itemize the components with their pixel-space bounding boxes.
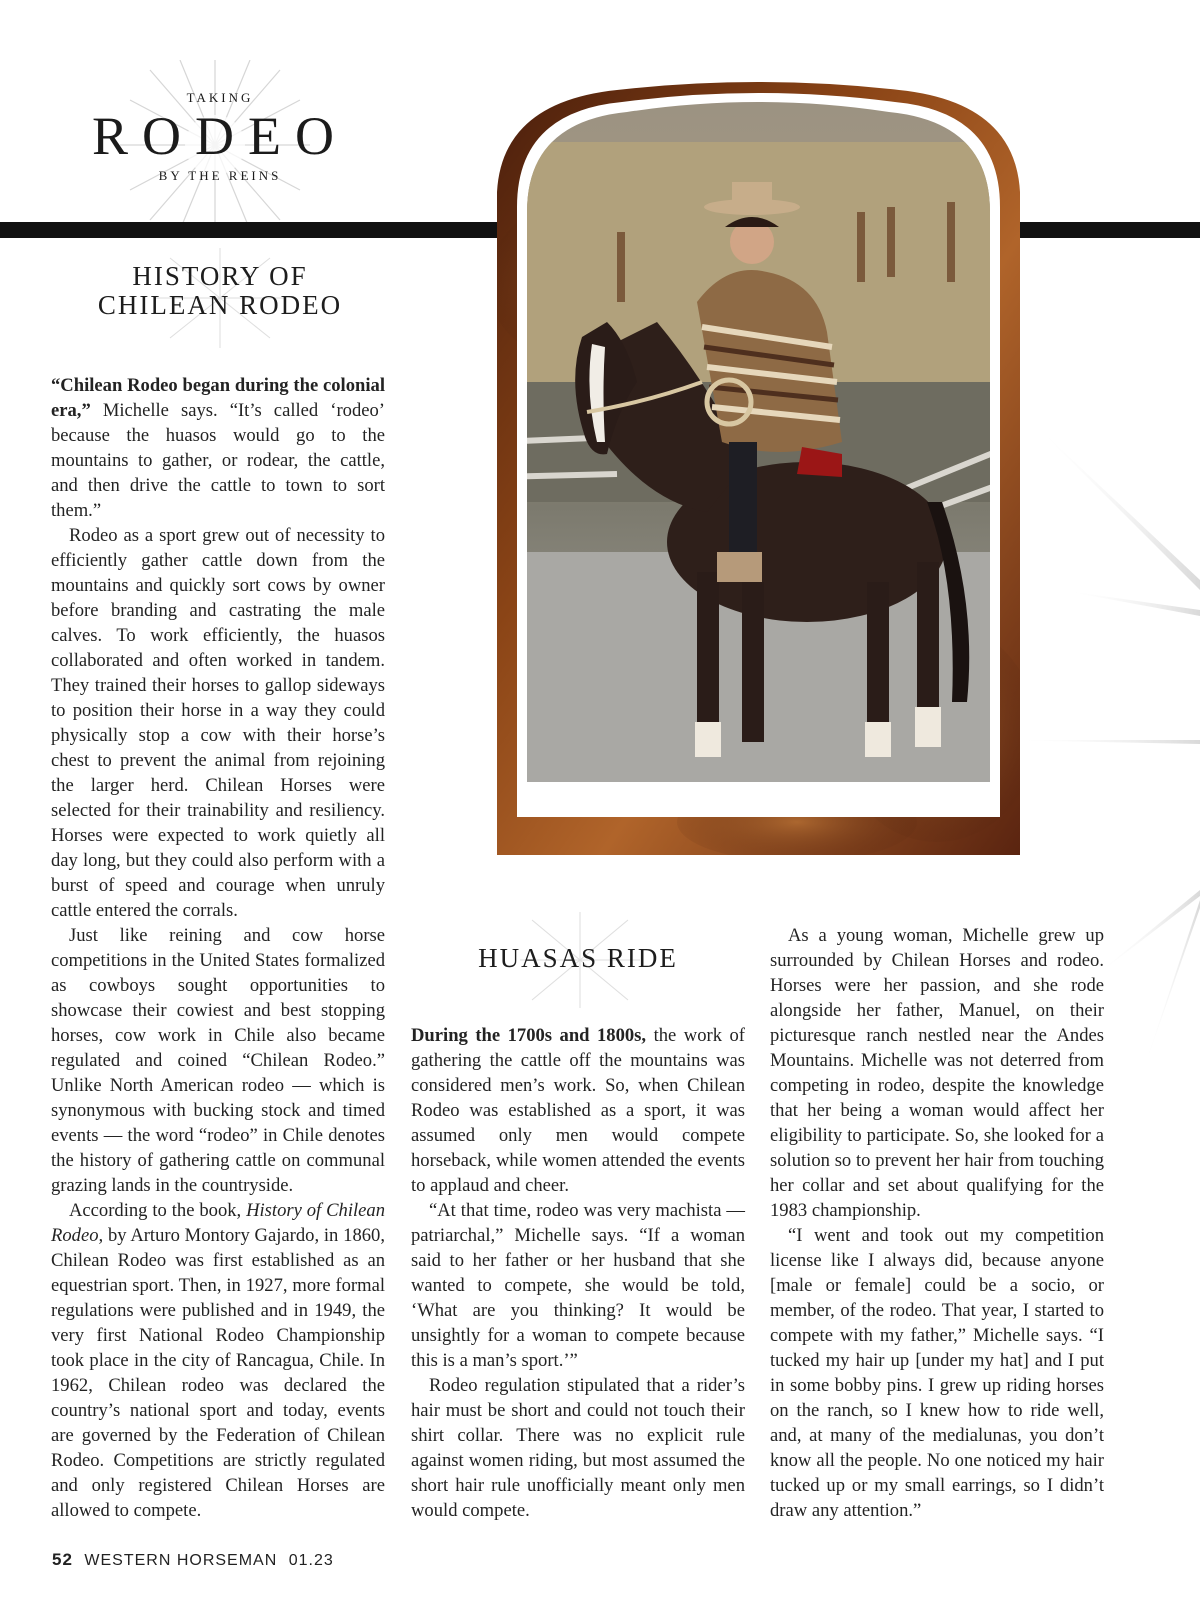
column1-p4-pre: According to the book,: [69, 1200, 247, 1221]
column1-p1-text: Michelle says. “It’s called ‘rodeo’ because the huasos would go to the mountains to gather, or rodear, the cattle, and then drive the cattle to town to sort them.”: [51, 400, 385, 521]
logo-kicker-bottom: BY THE REINS: [158, 168, 282, 183]
issue-date: 01.23: [288, 1552, 334, 1569]
huasas-heading: HUASAS RIDE: [478, 943, 678, 973]
rider-photo: [497, 82, 1020, 855]
column1-paragraph-1: [51, 373, 385, 523]
column2-paragraph-2: “At that time, rodeo was very machista — patriarchal,” Michelle says. “If a woman said to her father or her husband that she wanted to compete, she would be told, ‘What are you thinking? It would be unsightly for a woman to compete because this is a man’s sport.’”: [411, 1200, 745, 1371]
column2-paragraph-1: [411, 1023, 745, 1198]
column2-paragraph-3: Rodeo regulation stipulated that a rider’s hair must be short and could not touch their shirt collar. There was no explicit rule against women riding, but most assumed the short hair rule unofficially meant only men would compete.: [411, 1375, 745, 1521]
column2-lead: During the 1700s and 1800s,: [411, 1025, 647, 1046]
column1-lead: “Chilean Rodeo began during the colonial era,”: [51, 375, 385, 421]
book-title: History of Chilean Rodeo,: [51, 1200, 385, 1246]
history-heading: [50, 262, 390, 320]
page-number: 52: [52, 1550, 73, 1569]
column3-paragraph-1: As a young woman, Michelle grew up surrounded by Chilean Horses and rodeo. Horses were her passion, and she rode alongside her father, Manuel, on their picturesque ranch nestled near the Andes Mountains. Michelle was not deterred from competing in rodeo, despite the knowledge that her being a woman would affect her eligibility to participate. So, she looked for a solution so to prevent her hair from touching her collar and set about qualifying for the 1983 championship.: [770, 925, 1104, 1221]
article-column-3: [770, 923, 1104, 1523]
column2-p1-text: the work of gathering the cattle off the mountains was considered men’s work. So, when Chilean Rodeo was established as a sport, it was assumed only men would compete horseback, while women attended the events to applaud and cheer.: [411, 1025, 745, 1196]
column1-paragraph-3: Just like reining and cow horse competitions in the United States formalized as cowboys sought opportunities to showcase their cowiest and best stopping horses, cow work in Chile also became regulated and coined “Chilean Rodeo.” Unlike North American rodeo — which is synonymous with bucking stock and timed events — the word “rodeo” in Chile denotes the history of gathering cattle on communal grazing lands in the countryside.: [51, 925, 385, 1196]
header-logo: [60, 60, 380, 230]
logo-title: RODEO: [92, 106, 348, 166]
column1-paragraph-4: [51, 1198, 385, 1523]
publication-name: WESTERN HORSEMAN: [84, 1552, 278, 1569]
column1-paragraph-2: Rodeo as a sport grew out of necessity to efficiently gather cattle down from the mountains and quickly sort cows by owner before branding and castrating the male calves. To work efficiently, the huasos collaborated and often worked in tandem. They trained their horses to gallop sideways to position their horse in a way they could physically stop a cow with their horse’s chest to prevent the animal from rejoining the larger herd. Chilean Horses were selected for their trainability and resiliency. Horses were expected to work quietly all day long, but they could also perform with a burst of speed and courage when unruly cattle entered the corrals.: [51, 525, 385, 921]
article-column-2: [411, 1023, 745, 1523]
article-column-1: [51, 373, 385, 1523]
history-heading-line1: HISTORY OF: [132, 261, 308, 291]
history-heading-line2: CHILEAN RODEO: [97, 290, 343, 320]
column3-paragraph-2: “I went and took out my competition license like I always did, because anyone [male or female] could be a socio, or member, of the rodeo. That year, I started to compete with my father,” Michelle says. “I tucked my hair up [under my hat] and I put in some bobby pins. I grew up riding horses on the ranch, so I knew how to ride well, and, at many of the medialunas, you don’t know all the people. No one noticed my hair tucked up or my small earrings, so I didn’t draw any attention.”: [770, 1225, 1104, 1521]
column1-p4-text: by Arturo Montory Gajardo, in 1860, Chilean Rodeo was first established as an equestrian sport. Then, in 1927, more formal regulations were published and in 1949, the very first National Rodeo Championship took place in the city of Rancagua, Chile. In 1962, Chilean rodeo was declared the country’s national sport and today, events are governed by the Federation of Chilean Rodeo. Competitions are strictly regulated and only registered Chilean Horses are allowed to compete.: [51, 1225, 385, 1521]
logo-kicker-top: TAKING: [186, 90, 254, 105]
page-footer: [52, 1550, 334, 1570]
